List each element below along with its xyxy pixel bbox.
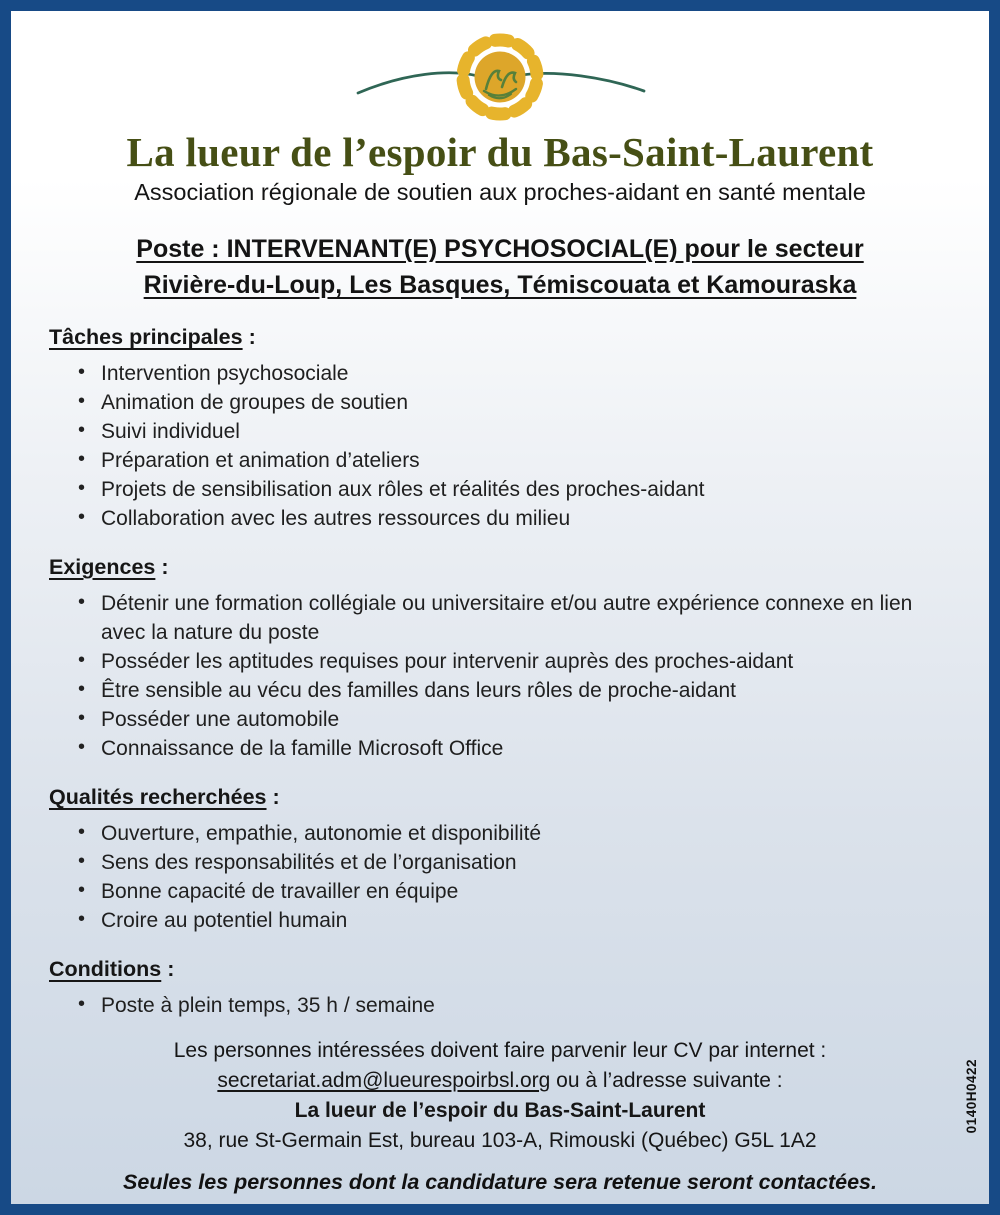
bullet-item: • Posséder les aptitudes requises pour intervenir auprès des proches-aidant (101, 647, 945, 676)
contact-block (11, 1036, 989, 1156)
logo-container (11, 11, 989, 125)
bullet-item: • Poste à plein temps, 35 h / semaine (101, 991, 945, 1020)
bullet-item: • Préparation et animation d’ateliers (101, 446, 945, 475)
bullet-item: • Projets de sensibilisation aux rôles et réalités des proches-aidant (101, 475, 945, 504)
section-taches-principales (49, 323, 945, 533)
org-title: La lueur de l’espoir du Bas-Saint-Laurent (126, 129, 874, 175)
job-position-line2: Rivière-du-Loup, Les Basques, Témiscouata et Kamouraska (143, 271, 857, 299)
contact-intro: Les personnes intéressées doivent faire parvenir leur CV par internet : (173, 1039, 827, 1062)
footer-note: Seules les personnes dont la candidature sera retenue seront contactées. (123, 1170, 877, 1194)
bullet-item: • Collaboration avec les autres ressources du milieu (101, 504, 945, 533)
section-heading: Exigences : (49, 555, 169, 579)
bullet-item: • Suivi individuel (101, 417, 945, 446)
section-heading: Conditions : (49, 957, 175, 981)
org-subtitle: Association régionale de soutien aux proches-aidant en santé mentale (134, 179, 866, 205)
bullet-item: • Sens des responsabilités et de l’organisation (101, 848, 945, 877)
section-conditions (49, 955, 945, 1020)
requirements-list (49, 589, 945, 763)
contact-after-email: ou à l’adresse suivante : (550, 1069, 783, 1092)
bullet-item: • Être sensible au vécu des familles dans leurs rôles de proche-aidant (101, 676, 945, 705)
job-position-line1: Poste : INTERVENANT(E) PSYCHOSOCIAL(E) pour le secteur (136, 235, 864, 263)
conditions-list (49, 991, 945, 1020)
side-reference-code: 0140H0422 (964, 1059, 979, 1134)
contact-organization: La lueur de l’espoir du Bas-Saint-Laurent (294, 1099, 706, 1122)
bullet-item: • Bonne capacité de travailler en équipe (101, 877, 945, 906)
email-link[interactable]: secretariat.adm@lueurespoirbsl.org (217, 1069, 551, 1092)
bullet-item: • Croire au potentiel humain (101, 906, 945, 935)
qualities-list (49, 819, 945, 935)
job-position-heading (11, 231, 989, 303)
bullet-item: • Animation de groupes de soutien (101, 388, 945, 417)
bullet-item: • Posséder une automobile (101, 705, 945, 734)
bullet-item: • Connaissance de la famille Microsoft Office (101, 734, 945, 763)
section-heading: Qualités recherchées : (49, 785, 280, 809)
sun-with-caregivers-logo-icon (350, 29, 650, 125)
section-heading: Tâches principales : (49, 325, 256, 349)
bullet-item: • Intervention psychosociale (101, 359, 945, 388)
section-exigences (49, 553, 945, 763)
contact-email-line (11, 1066, 989, 1096)
bullet-item: • Détenir une formation collégiale ou universitaire et/ou autre expérience connexe en lien avec la nature du poste (101, 589, 945, 647)
section-qualites-recherchees (49, 783, 945, 935)
contact-address: 38, rue St-Germain Est, bureau 103-A, Rimouski (Québec) G5L 1A2 (183, 1129, 817, 1152)
task-list (49, 359, 945, 533)
bullet-item: • Ouverture, empathie, autonomie et disponibilité (101, 819, 945, 848)
